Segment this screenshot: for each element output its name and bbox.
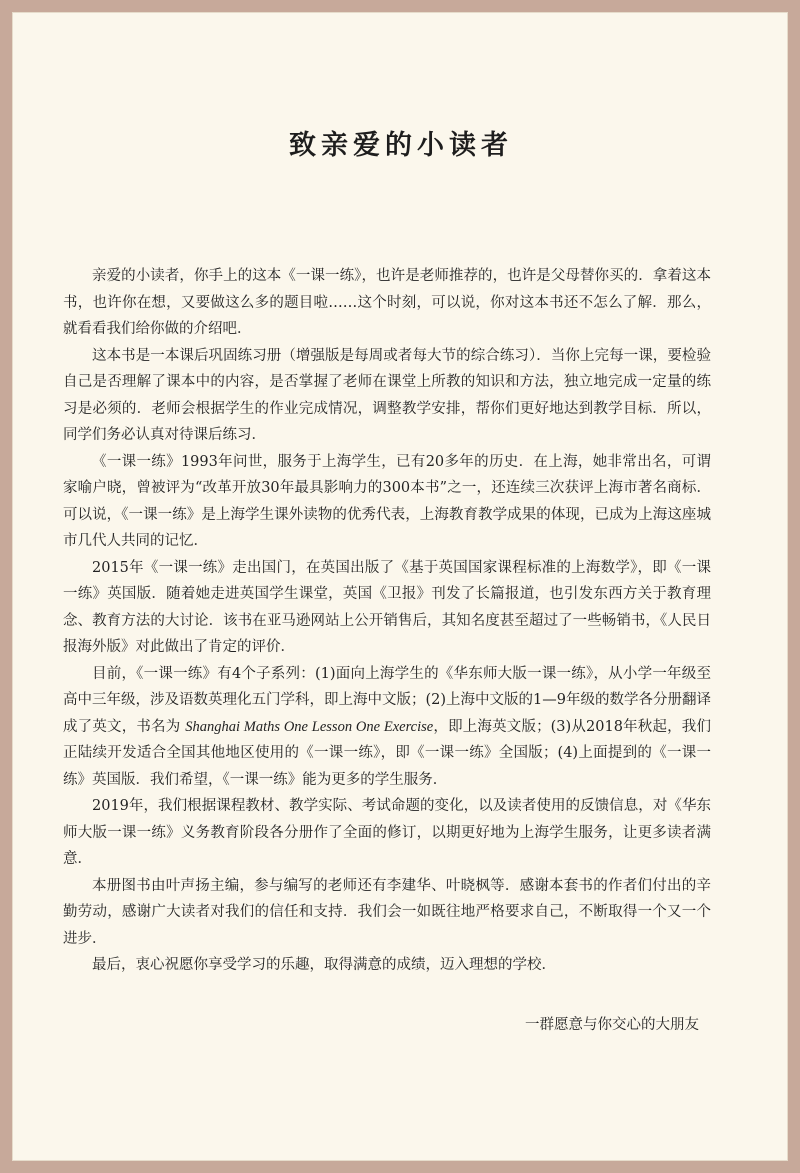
paragraph-2: 这本书是一本课后巩固练习册（增强版是每周或者每大节的综合练习）．当你上完每一课，要检验自己是否理解了课本中的内容，是否掌握了老师在课堂上所教的知识和方法，独立地完成一定量的练习是必须的．老师会根据学生的作业完成情况，调整教学安排，帮你们更好地达到教学目标．所以，同学们务必认真对待课后练习．: [63, 347, 711, 443]
paragraph-4: 2015年《一课一练》走出国门，在英国出版了《基于英国国家课程标准的上海数学》，即《一课一练》英国版．随着她走进英国学生课堂，英国《卫报》刊发了长篇报道，也引发东西方关于教育理念、教育方法的大讨论．该书在亚马逊网站上公开销售后，其知名度甚至超过了一些畅销书，《人民日报海外版》对此做出了肯定的评价．: [63, 559, 711, 655]
paragraph-5-part-1: 目前，《一课一练》有4个子系列：(1)面向上海学生的《华东师大版一课一练》，从小学一年级至高中三年级，涉及语数英理化五门学科，即上海中文版；(2)上海中文版的1—9年级的数学各分册翻译成了英文，书名为: [63, 665, 711, 735]
page-title: 致亲爱的小读者: [289, 130, 513, 161]
document-page: [12, 12, 788, 1161]
paragraph-6: 2019年，我们根据课程教材、教学实际、考试命题的变化，以及读者使用的反馈信息，对《华东师大版一课一练》义务教育阶段各分册作了全面的修订，以期更好地为上海学生服务，让更多读者满意．: [63, 798, 711, 867]
letter-body: [63, 263, 711, 979]
english-book-title: Shanghai Maths One Lesson One Exercise: [185, 718, 434, 735]
signature: 一群愿意与你交心的大朋友: [525, 1017, 699, 1033]
paragraph-7: 本册图书由叶声扬主编，参与编写的老师还有李建华、叶晓枫等．感谢本套书的作者们付出的辛勤劳动，感谢广大读者对我们的信任和支持．我们会一如既往地严格要求自己，不断取得一个又一个进步．: [63, 877, 711, 947]
paragraph-5: [63, 661, 711, 794]
paragraph-1: 亲爱的小读者，你手上的这本《一课一练》，也许是老师推荐的，也许是父母替你买的．拿着这本书，也许你在想，又要做这么多的题目啦……这个时刻，可以说，你对这本书还不怎么了解．那么，就看看我们给你做的介绍吧．: [63, 268, 711, 337]
paragraph-5-part-2: ，即上海英文版；(3)从2018年秋起，我们正陆续开发适合全国其他地区使用的《一课一练》，即《一课一练》全国版；(4)上面提到的《一课一练》英国版．我们希望，《一课一练》能为更多的学生服务．: [63, 718, 711, 788]
paragraph-3: 《一课一练》1993年问世，服务于上海学生，已有20多年的历史．在上海，她非常出名，可谓家喻户晓，曾被评为“改革开放30年最具影响力的300本书”之一，还连续三次获评上海市著名商标．可以说，《一课一练》是上海学生课外读物的优秀代表，上海教育教学成果的体现，已成为上海这座城市几代人共同的记忆．: [63, 453, 711, 549]
paragraph-8: 最后，衷心祝愿你享受学习的乐趣，取得满意的成绩，迈入理想的学校．: [92, 957, 556, 973]
